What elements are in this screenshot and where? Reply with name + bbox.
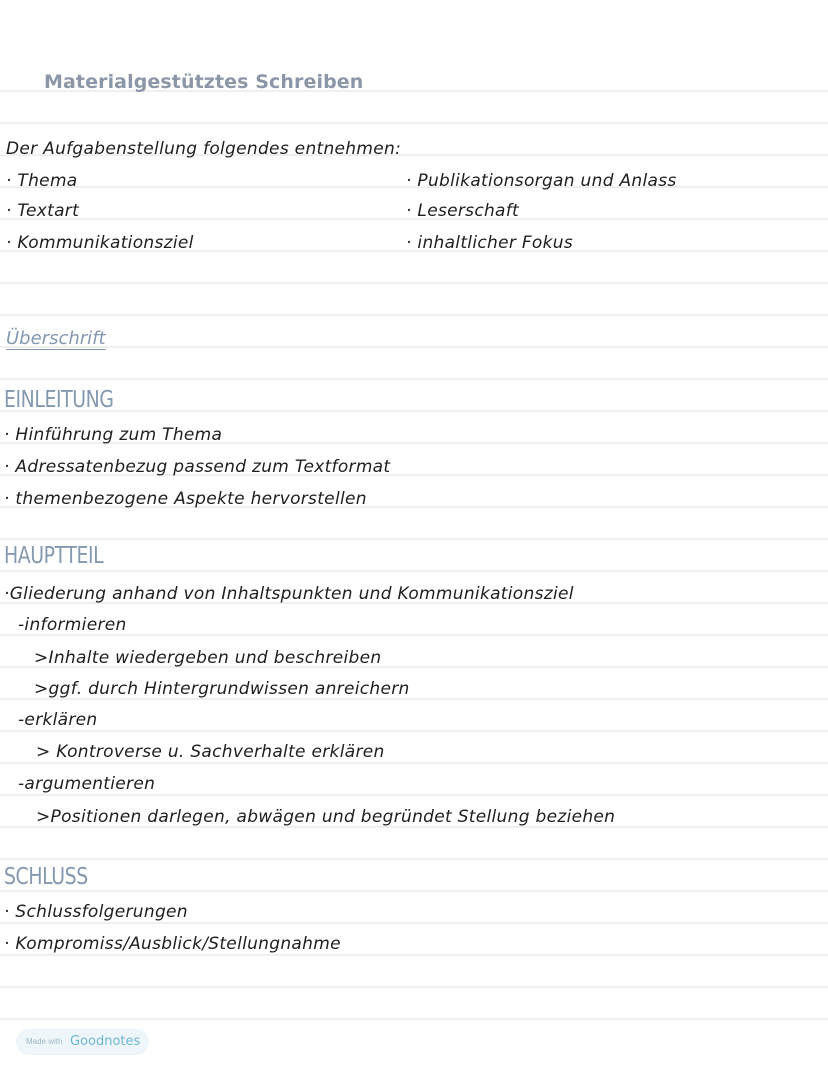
schluss-item: · Kompromiss/Ausblick/Stellungnahme [4,936,341,953]
schluss-item: · Schlussfolgerungen [4,904,188,921]
hauptteil-line: >Positionen darlegen, abwägen und begründet Stellung beziehen [36,807,616,827]
task-item-thema: · Thema [6,173,78,190]
einleitung-heading: EINLEITUNG [4,387,114,413]
task-item-textart: · Textart [6,203,79,220]
hauptteil-line: > Kontroverse u. Sachverhalte erklären [36,742,385,762]
goodnotes-logo: Goodnotes [70,1034,141,1049]
hauptteil-line: >ggf. durch Hintergrundwissen anreichern [34,679,410,699]
einleitung-item: · Hinführung zum Thema [4,427,222,444]
hauptteil-line: >Inhalte wiedergeben und beschreiben [34,648,382,668]
task-item-fokus: · inhaltlicher Fokus [406,235,573,252]
hauptteil-line: ·Gliederung anhand von Inhaltspunkten und Kommunikationsziel [4,584,574,604]
task-item-leserschaft: · Leserschaft [406,203,519,220]
page-title: Materialgestütztes Schreiben [44,71,364,93]
goodnotes-badge [16,1029,149,1055]
task-item-publikationsorgan: · Publikationsorgan und Anlass [406,173,677,190]
intro-line: Der Aufgabenstellung folgendes entnehmen: [6,139,402,159]
einleitung-item: · themenbezogene Aspekte hervorstellen [4,491,367,508]
made-with-label: Made with [26,1037,63,1046]
hauptteil-line: -informieren [18,615,127,635]
hauptteil-line: -erklären [18,710,98,730]
schluss-heading: SCHLUSS [4,864,88,890]
task-item-kommunikationsziel: · Kommunikationsziel [6,235,194,252]
hauptteil-heading: HAUPTTEIL [4,543,104,569]
ueberschrift-label: Überschrift [6,328,106,349]
hauptteil-line: -argumentieren [18,774,156,794]
einleitung-item: · Adressatenbezug passend zum Textformat [4,459,390,476]
